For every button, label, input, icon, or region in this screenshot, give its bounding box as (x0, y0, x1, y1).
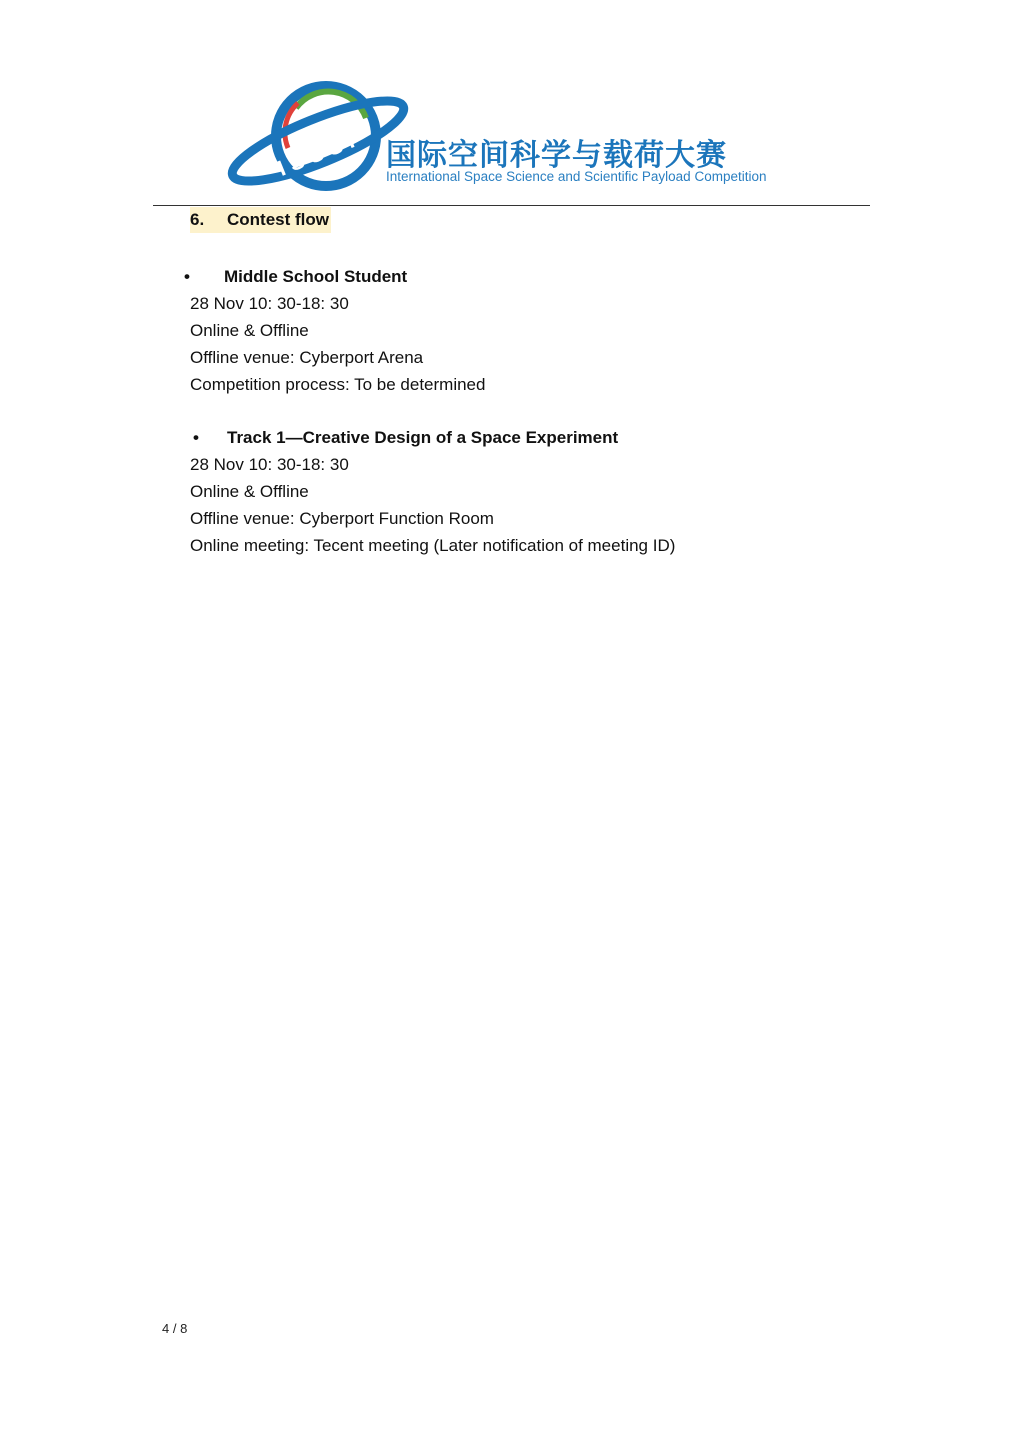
header-divider (153, 205, 870, 206)
logo-title-english: International Space Science and Scientific Payload Competition (386, 169, 767, 184)
entry-heading: Track 1—Creative Design of a Space Experiment (227, 428, 619, 447)
section-number: 6. (190, 210, 205, 229)
bullet-icon: • (193, 428, 199, 447)
bullet-icon: • (184, 267, 190, 286)
entry-middle-school (184, 263, 790, 398)
entry-mode: Online & Offline (190, 482, 309, 501)
logo-acronym: ISSSP (274, 122, 372, 181)
entry-mode: Online & Offline (190, 321, 309, 340)
entry-date: 28 Nov 10: 30-18: 30 (190, 455, 349, 474)
entry-heading: Middle School Student (224, 267, 408, 286)
entry-heading-line (184, 263, 790, 290)
entry-venue: Offline venue: Cyberport Function Room (190, 509, 494, 528)
entry-process: Competition process: To be determined (190, 375, 486, 394)
entry-date: 28 Nov 10: 30-18: 30 (190, 294, 349, 313)
entry-meeting: Online meeting: Tecent meeting (Later notification of meeting ID) (190, 536, 676, 555)
competition-logo (226, 78, 771, 196)
entry-venue: Offline venue: Cyberport Arena (190, 348, 424, 367)
entry-heading-line (190, 424, 830, 451)
section-title: Contest flow (227, 210, 329, 229)
section-heading (190, 207, 331, 233)
page-number: 4 / 8 (162, 1321, 188, 1336)
logo-title-chinese: 国际空间科学与载荷大赛 (386, 138, 727, 173)
entry-track-1 (190, 424, 830, 559)
